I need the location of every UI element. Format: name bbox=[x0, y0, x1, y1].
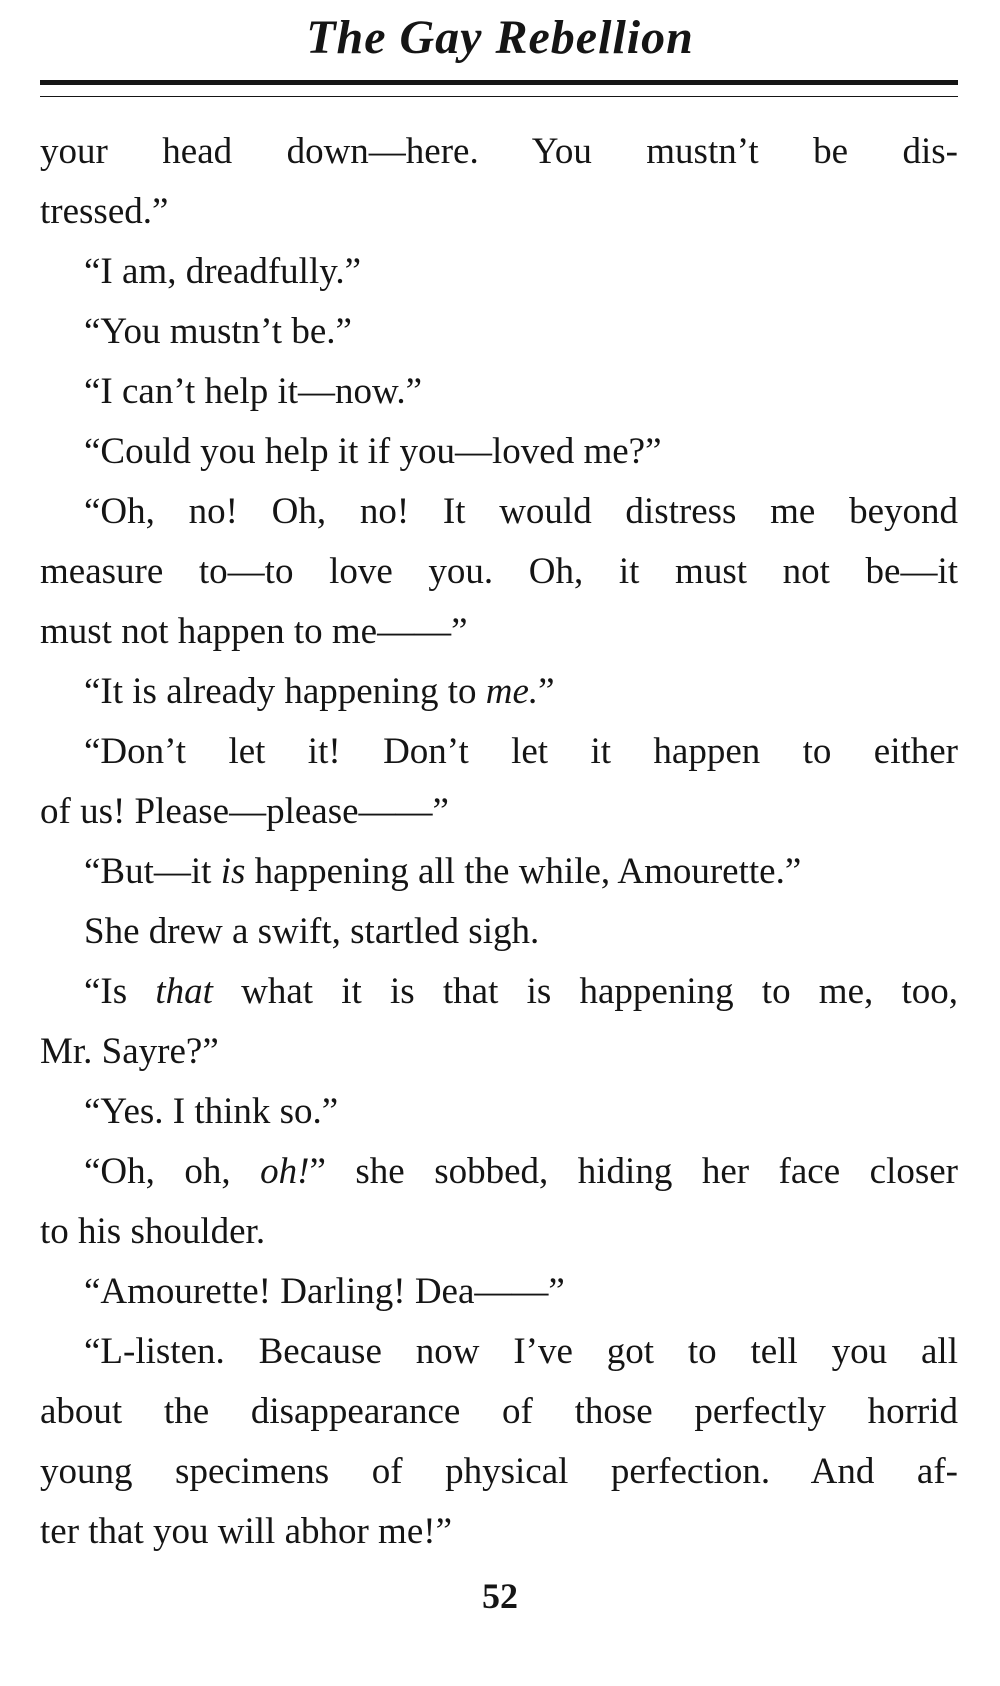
text-segment: “Is bbox=[84, 971, 156, 1012]
header-rule-thick bbox=[40, 80, 958, 85]
text-line bbox=[40, 542, 958, 602]
text-segment: “L-listen. Because now I’ve got to tell you all bbox=[84, 1331, 958, 1372]
text-segment: your head down—here. You mustn’t be dis- bbox=[40, 131, 958, 172]
text-segment: must not happen to me——” bbox=[40, 611, 468, 652]
text-segment: to his shoulder. bbox=[40, 1211, 266, 1252]
text-line bbox=[40, 602, 958, 662]
text-segment: measure to—to love you. Oh, it must not be—it bbox=[40, 551, 958, 592]
text-segment: “But—it bbox=[84, 851, 221, 892]
text-line bbox=[40, 1022, 958, 1082]
text-line bbox=[40, 962, 958, 1022]
text-segment: young specimens of physical perfection. And af- bbox=[40, 1451, 958, 1492]
text-line bbox=[40, 1202, 958, 1262]
text-segment: ter that you will abhor me!” bbox=[40, 1511, 453, 1552]
text-segment: “Could you help it if you—loved me?” bbox=[84, 431, 662, 472]
text-segment: ” bbox=[538, 671, 555, 712]
text-segment: “Oh, oh, bbox=[84, 1151, 261, 1192]
text-line bbox=[40, 662, 958, 722]
text-line bbox=[40, 902, 958, 962]
text-segment-italic: oh! bbox=[260, 1151, 310, 1192]
text-segment: happening all the while, Amourette.” bbox=[245, 851, 802, 892]
text-line bbox=[40, 782, 958, 842]
text-line bbox=[40, 482, 958, 542]
text-segment: Mr. Sayre?” bbox=[40, 1031, 219, 1072]
text-line bbox=[40, 1382, 958, 1442]
text-line bbox=[40, 302, 958, 362]
text-segment: “You mustn’t be.” bbox=[84, 311, 352, 352]
header-rule-thin bbox=[40, 96, 958, 97]
text-line bbox=[40, 1262, 958, 1322]
text-line bbox=[40, 422, 958, 482]
text-line bbox=[40, 1442, 958, 1502]
text-segment: She drew a swift, startled sigh. bbox=[84, 911, 540, 952]
text-segment: “I can’t help it—now.” bbox=[84, 371, 423, 412]
text-line bbox=[40, 722, 958, 782]
text-segment: ” she sobbed, hiding her face closer bbox=[309, 1151, 958, 1192]
text-segment: “It is already happening to bbox=[84, 671, 486, 712]
text-segment: “Don’t let it! Don’t let it happen to either bbox=[84, 731, 958, 772]
text-line bbox=[40, 1142, 958, 1202]
page-number: 52 bbox=[482, 1576, 518, 1616]
text-segment: what it is that is happening to me, too, bbox=[212, 971, 958, 1012]
text-segment: “I am, dreadfully.” bbox=[84, 251, 362, 292]
text-segment: “Oh, no! Oh, no! It would distress me beyond bbox=[84, 491, 958, 532]
text-segment: “Yes. I think so.” bbox=[84, 1091, 339, 1132]
text-line bbox=[40, 122, 958, 182]
running-head-title: The Gay Rebellion bbox=[306, 11, 694, 64]
body-text bbox=[40, 122, 958, 1562]
text-segment: tressed.” bbox=[40, 191, 169, 232]
text-segment-italic: me. bbox=[485, 671, 539, 712]
text-line bbox=[40, 1082, 958, 1142]
text-line bbox=[40, 182, 958, 242]
text-segment-italic: that bbox=[155, 971, 213, 1012]
text-segment: of us! Please—please——” bbox=[40, 791, 449, 832]
text-line bbox=[40, 362, 958, 422]
text-segment: “Amourette! Darling! Dea——” bbox=[84, 1271, 565, 1312]
text-line bbox=[40, 242, 958, 302]
text-line bbox=[40, 1502, 958, 1562]
text-segment-italic: is bbox=[220, 851, 246, 892]
text-line bbox=[40, 842, 958, 902]
text-line bbox=[40, 1322, 958, 1382]
text-segment: about the disappearance of those perfectly horrid bbox=[40, 1391, 958, 1432]
